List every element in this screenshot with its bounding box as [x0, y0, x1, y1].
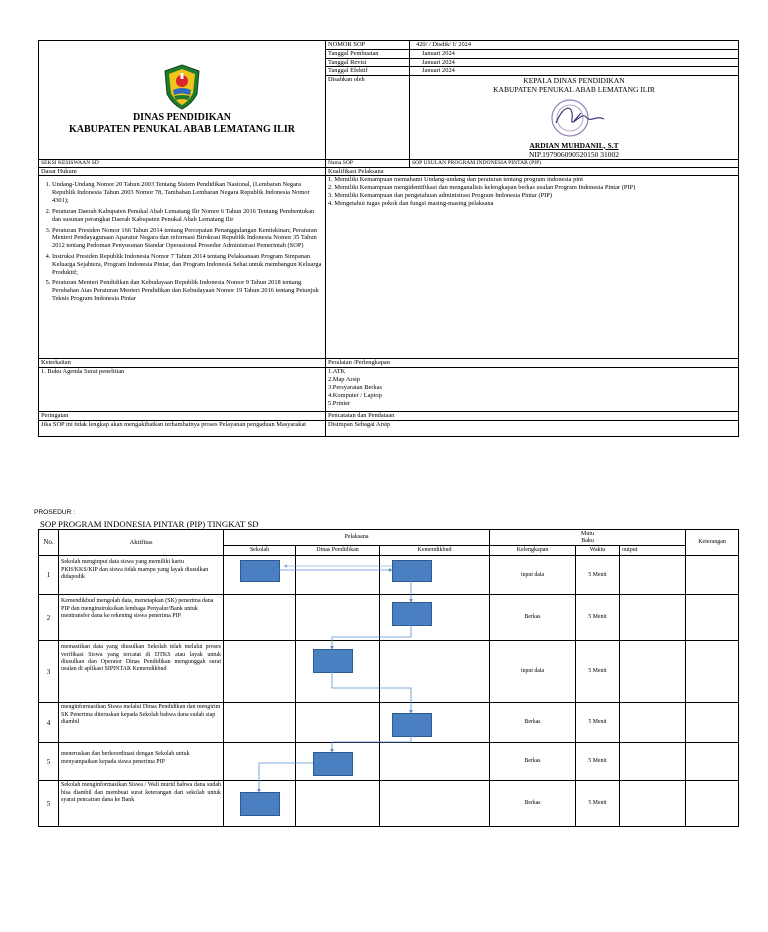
col-sekolah: Sekolah	[224, 546, 296, 556]
tanggal-pembuatan-label: Tanggal Pembuatan	[326, 49, 410, 58]
step-waktu: 5 Menit	[576, 556, 620, 595]
step-text: Sekolah menginformasikan Siswa / Wali murid bahwa dana sudah bisa diambil dan membuat surat keterangan dari sekolah untuk syarat pencairan dana ke Bank	[59, 781, 224, 827]
col-kemendikbud: Kemendikbud	[380, 546, 490, 556]
org-name-line2: KABUPATEN PENUKAL ABAB LEMATANG ILIR	[69, 123, 295, 135]
lane-dinas	[296, 703, 380, 743]
step-text: menginformasikan Siswa melalui Dinas Pendidikan dan mengirim SK Penerima diteruskan kepada Sekolah bahwa dana sudah siap diambil	[59, 703, 224, 743]
org-name-line1: DINAS PENDIDIKAN	[132, 111, 232, 123]
nomor-sop-label: NOMOR SOP	[326, 41, 410, 50]
step-text: meneruskan dan berkoordinasi dengan Sekolah untuk menyampaikan kepada siswa penerima PIP	[59, 743, 224, 781]
step-text: Kemendikbud mengolah data, menetapkan (SK) penerima dana PIP dan menginstruksikan lembaga Penyalur/Bank untuk mentransfer dana ke rekening siswa penerima PIP	[59, 595, 224, 641]
step-keterangan	[686, 781, 739, 827]
tanggal-efektif-value: Januari 2024	[410, 67, 739, 76]
step-kelengkapan: Berkas	[490, 743, 576, 781]
kualifikasi-item: 1. Memiliki Kemampuan memahami Undang-undang dan peraturan tentang program indonesia pint	[328, 176, 584, 184]
prosedur-label: PROSEDUR :	[34, 509, 76, 516]
step-waktu: 5 Menit	[576, 641, 620, 703]
table-row	[39, 743, 739, 781]
kualifikasi-list	[326, 176, 739, 359]
sign-nip: NIP.197906090520150 31002	[528, 149, 619, 159]
regency-coat-of-arms-icon	[162, 64, 202, 110]
nama-sop-label: Nama SOP	[326, 159, 410, 167]
tanggal-revisi-value: Januari 2024	[410, 58, 739, 67]
lane-kemendikbud	[380, 781, 490, 827]
process-box-step-2-kemendikbud	[392, 602, 432, 626]
step-kelengkapan: input data	[490, 556, 576, 595]
procedure-title: SOP PROGRAM INDONESIA PINTAR (PIP) TINGKAT SD	[40, 519, 259, 529]
dasar-hukum-item: 5. Peraturan Menteri Pendidikan dan Kebudayaan Republik Indonesia Nomor 9 Tahun 2018 tentang Perubahan Atas Peraturan Menteri Pendidikan dan Kebudayaan Nomor 19 Tahun 2016 tentang Petunjuk Teknis Program Indonesia Pintar	[52, 279, 323, 302]
kualifikasi-item: 3. Memiliki Kemampuan dan pengetahuan administrasi Program Indonesia Pintar (PIP)	[328, 192, 552, 200]
step-output	[620, 641, 686, 703]
step-output	[620, 556, 686, 595]
dasar-hukum-item: 3. Peraturan Presiden Nomor 166 Tahun 2014 tentang Percepatan Penanggulangan Kemiskinan; Peraturan Menteri Pendayagunaan Aparatur Negara dan reformasi Birokrasi Republik Indonesia Nomor 35 Tahun 2012 tentang Pedoman Penyusunan Standar Operasional Prosedur Administrasi Pemerintah (SOP)	[52, 227, 323, 250]
col-waktu: Waktu	[576, 546, 620, 556]
table-row	[39, 641, 739, 703]
process-box-step-6-sekolah	[240, 792, 280, 816]
step-keterangan	[686, 556, 739, 595]
dasar-hukum-list	[39, 176, 326, 359]
step-keterangan	[686, 743, 739, 781]
official-stamp-signature-icon	[534, 95, 614, 141]
col-mutu-baku: Mutu Baku	[490, 530, 686, 546]
step-keterangan	[686, 641, 739, 703]
step-kelengkapan: Berkas	[490, 595, 576, 641]
process-box-step-3-dinas	[313, 649, 353, 673]
step-no: 5	[39, 781, 59, 827]
process-box-step-1-kemendikbud	[392, 560, 432, 582]
nomor-sop-value: 420/ / Disdik/ I/ 2024	[410, 41, 739, 50]
step-kelengkapan: Berkas	[490, 781, 576, 827]
peralatan-label: Peralatan /Perlengkapan	[326, 359, 739, 368]
sign-title-2: KABUPATEN PENUKAL ABAB LEMATANG ILIR	[493, 85, 655, 95]
peralatan-item: 5.Printer	[328, 399, 351, 407]
table-row	[39, 781, 739, 827]
process-box-step-4-kemendikbud	[392, 713, 432, 737]
peringatan-value: Jika SOP ini tidak lengkap akan mengakibatkan terhambatnya proses Pelayanan pengaduan Masyarakat	[39, 421, 326, 437]
kualifikasi-item: 2. Memiliki Kemampuan mengidentifikasi dan menganalisis kelengkapan berkas usulan Program Indonesia Pintar (PIP)	[328, 184, 636, 192]
step-keterangan	[686, 703, 739, 743]
lane-kemendikbud	[380, 641, 490, 703]
peralatan-list	[326, 368, 739, 412]
procedure-flow-table	[38, 529, 739, 827]
step-output	[620, 743, 686, 781]
step-output	[620, 703, 686, 743]
step-kelengkapan: input data	[490, 641, 576, 703]
col-keterangan: Keterangan	[686, 530, 739, 556]
col-pelaksana: Pelaksana	[224, 530, 490, 546]
peralatan-item: 1.ATK	[328, 368, 346, 376]
pencatatan-value: Disimpan Sebagai Arsip	[326, 421, 739, 437]
tanggal-revisi-label: Tanggal Revisi	[326, 58, 410, 67]
step-no: 5	[39, 743, 59, 781]
table-row	[39, 556, 739, 595]
lane-dinas	[296, 781, 380, 827]
process-box-step-5-dinas	[313, 752, 353, 776]
sign-name: ARDIAN MUHDANIL, S.T	[529, 140, 619, 150]
step-output	[620, 595, 686, 641]
step-waktu: 5 Menit	[576, 595, 620, 641]
sop-identity-table	[38, 40, 739, 437]
nama-sop-value: SOP USULAN PROGRAM INDONESIA PINTAR (PIP)	[410, 159, 739, 167]
section-label: SEKSI KESISWAAN SD	[39, 159, 326, 167]
col-aktifitas: Aktifitas	[59, 530, 224, 556]
process-box-step-1-sekolah	[240, 560, 280, 582]
lane-kemendikbud	[380, 743, 490, 781]
tanggal-pembuatan-value: Januari 2024	[410, 49, 739, 58]
tanggal-efektif-label: Tanggal Efektif	[326, 67, 410, 76]
step-no: 3	[39, 641, 59, 703]
dasar-hukum-label: Dasar Hukum	[39, 167, 326, 176]
peralatan-item: 2.Map Arsip	[328, 376, 360, 384]
dasar-hukum-item: 2. Peraturan Daerah Kabupaten Penukal Abab Lematang Ilir Nomor 6 Tahun 2016 Tentang Pembentukan dan susunan perangkat Daerah Kabupaten Penukal Abab Lematang Ilir	[52, 208, 323, 224]
dasar-hukum-item: 4. Instruksi Presiden Republik Indonesia Nomor 7 Tahun 2014 tentang Pelaksanaan Program Simpanan Keluarga Sejahtera, Program Indonesia Pintar, dan Program Indonesia Sehat untuk membangun Keluarga Produktif;	[52, 253, 323, 276]
step-kelengkapan: Berkas	[490, 703, 576, 743]
peringatan-label: Peringatan	[39, 412, 326, 421]
org-header-cell	[39, 41, 326, 160]
step-no: 2	[39, 595, 59, 641]
pencatatan-label: Pencatatan dan Pendataan	[326, 412, 739, 421]
kualifikasi-label: Kualifikasi Pelaksana	[326, 167, 739, 176]
col-output: output	[620, 546, 686, 556]
col-no: No.	[39, 530, 59, 556]
lane-dinas	[296, 556, 380, 595]
keterkaitan-value: 1. Buku Agenda Surat penelitian	[39, 368, 326, 412]
dasar-hukum-item: 1. Undang-Undang Nomor 20 Tahun 2003 Tentang Sistem Pendidikan Nasional, (Lembaran Negara Republik Indonesia Tahun 2003 Nomor 78, Tambahan Lembaran Negara Republik Indonesia Nomor 4301);	[52, 181, 323, 204]
table-row	[39, 703, 739, 743]
lane-sekolah	[224, 641, 296, 703]
keterkaitan-label: Keterkaitan	[39, 359, 326, 368]
step-waktu: 5 Menit	[576, 743, 620, 781]
step-output	[620, 781, 686, 827]
step-no: 1	[39, 556, 59, 595]
signature-block	[410, 76, 739, 160]
col-dinas: Dinas Pendidikan	[296, 546, 380, 556]
lane-sekolah	[224, 595, 296, 641]
peralatan-item: 3.Persyaratan Berkas	[328, 383, 382, 391]
lane-sekolah	[224, 703, 296, 743]
step-text: memastikan data yang diusulkan Sekolah telah melalui proses verifikasi Siswa yang tercatat di DTKS atau layak untuk diusulkan dan Operator Dinas Pendidikan mengunggah surat usulan di aplikasi SIPINTAR Kemendikbud	[59, 641, 224, 703]
sign-title-1: KEPALA DINAS PENDIDIKAN	[523, 76, 625, 86]
col-kelengkapan: Kelengkapan	[490, 546, 576, 556]
disahkan-label: Disahkan oleh	[326, 76, 410, 160]
peralatan-item: 4.Komputer / Laptop	[328, 391, 382, 399]
step-no: 4	[39, 703, 59, 743]
kualifikasi-item: 4. Mengetahui tugas pokok dan fungsi masing-masing pelaksana	[328, 199, 494, 207]
table-row	[39, 595, 739, 641]
step-waktu: 5 Menit	[576, 703, 620, 743]
step-keterangan	[686, 595, 739, 641]
lane-sekolah	[224, 743, 296, 781]
lane-dinas	[296, 595, 380, 641]
step-text: Sekolah menginput data siswa yang memiliki kartu PKH/KKS/KIP dan siswa tidak mampu yang layak diusulkan didapodik	[59, 556, 224, 595]
step-waktu: 5 Menit	[576, 781, 620, 827]
